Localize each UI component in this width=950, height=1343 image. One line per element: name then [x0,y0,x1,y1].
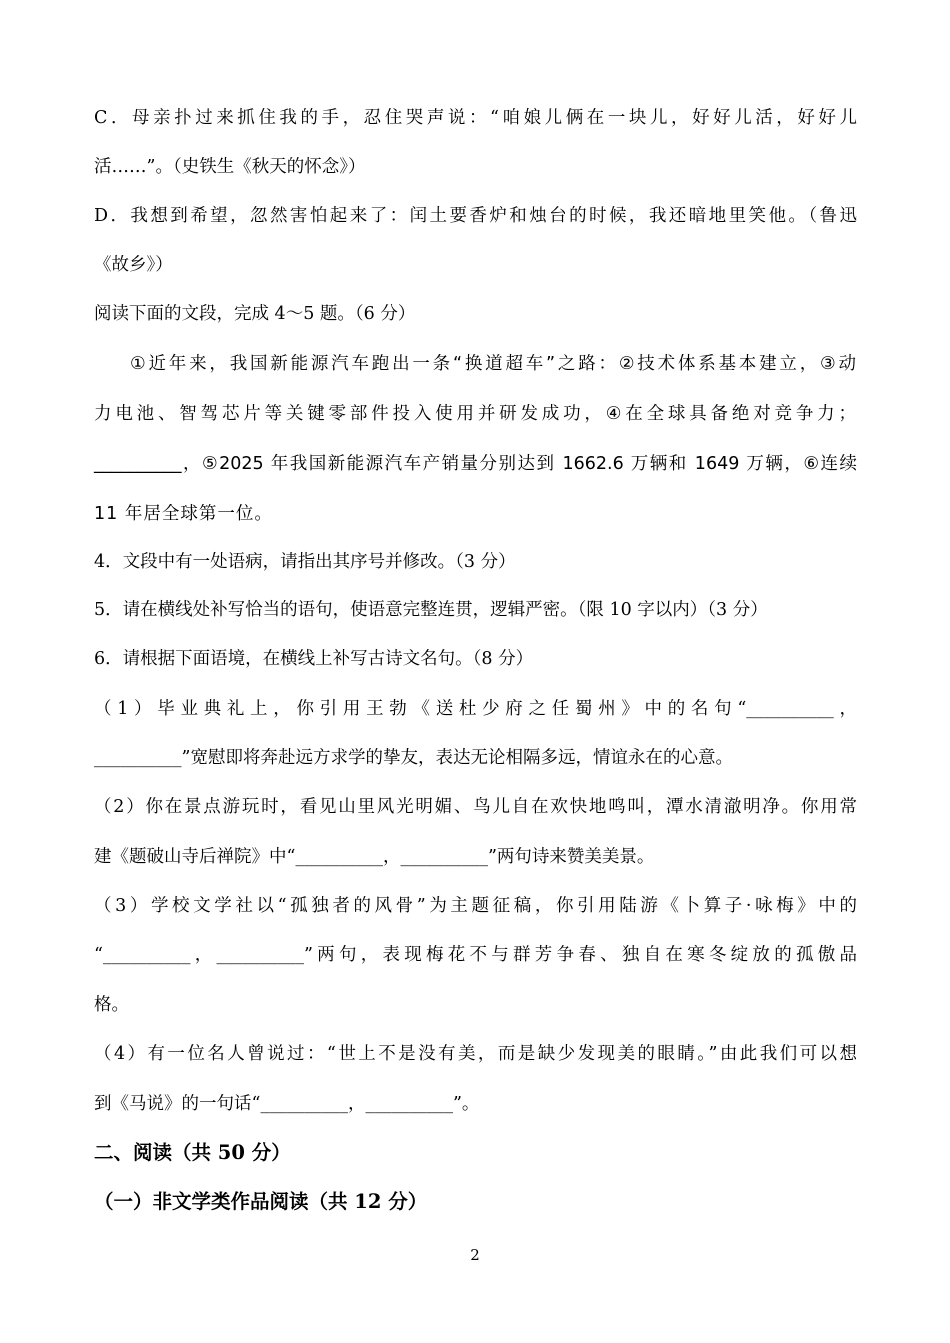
option-d-line1: D．我想到希望，忽然害怕起来了：闰土要香炉和烛台的时候，我还暗地里笑他。（鲁迅 [94,206,857,226]
question-6: 6．请根据下面语境，在横线上补写古诗文名句。（8 分） [94,649,534,669]
passage-line4: 11 年居全球第一位。 [94,504,273,524]
subq-4-line2: 到《马说》的一句话“__________，__________”。 [94,1094,480,1114]
option-c-line1: C．母亲扑过来抓住我的手，忍住哭声说：“咱娘儿俩在一块儿，好好儿活，好好儿 [94,108,857,128]
subq-1-line1: （1）毕业典礼上，你引用王勃《送杜少府之任蜀州》中的名句“__________， [94,699,857,719]
subq-2-line2: 建《题破山寺后禅院》中“__________，__________”两句诗来赞美美景。 [94,847,655,867]
subq-3-line3: 格。 [94,995,129,1015]
passage-line3: __________，⑤2025 年我国新能源汽车产销量分别达到 1662.6 万辆和 1649 万辆，⑥连续 [94,454,857,474]
subq-3-line1: （3）学校文学社以“孤独者的风骨”为主题征稿，你引用陆游《卜算子·咏梅》中的 [94,896,857,916]
passage-line2: 力电池、智驾芯片等关键零部件投入使用并研发成功，④在全球具备绝对竞争力； [94,404,857,424]
question-5: 5．请在横线处补写恰当的语句，使语意完整连贯，逻辑严密。（限 10 字以内）（3 分） [94,600,768,620]
option-c-line2: 活……”。（史铁生《秋天的怀念》） [94,157,366,177]
subsection-heading-nonliterary: （一）非文学类作品阅读（共 12 分） [94,1190,428,1213]
question-4: 4．文段中有一处语病，请指出其序号并修改。（3 分） [94,552,516,572]
passage-line1: ①近年来，我国新能源汽车跑出一条“换道超车”之路：②技术体系基本建立，③动 [130,354,857,374]
section-heading-reading: 二、阅读（共 50 分） [94,1141,291,1164]
subq-3-line2: “__________，__________”两句，表现梅花不与群芳争春、独自在寒冬绽放的孤傲品 [94,945,857,965]
option-d-line2: 《故乡》） [94,255,173,275]
subq-4-line1: （4）有一位名人曾说过：“世上不是没有美，而是缺少发现美的眼睛。”由此我们可以想 [94,1044,857,1064]
subq-1-line2: __________”宽慰即将奔赴远方求学的挚友，表达无论相隔多远，情谊永在的心意。 [94,748,733,768]
reading-instruction: 阅读下面的文段，完成 4～5 题。（6 分） [94,304,416,324]
page-number: 2 [470,1246,480,1264]
subq-2-line1: （2）你在景点游玩时，看见山里风光明媚、鸟儿自在欢快地鸣叫，潭水清澈明净。你用常 [94,797,857,817]
